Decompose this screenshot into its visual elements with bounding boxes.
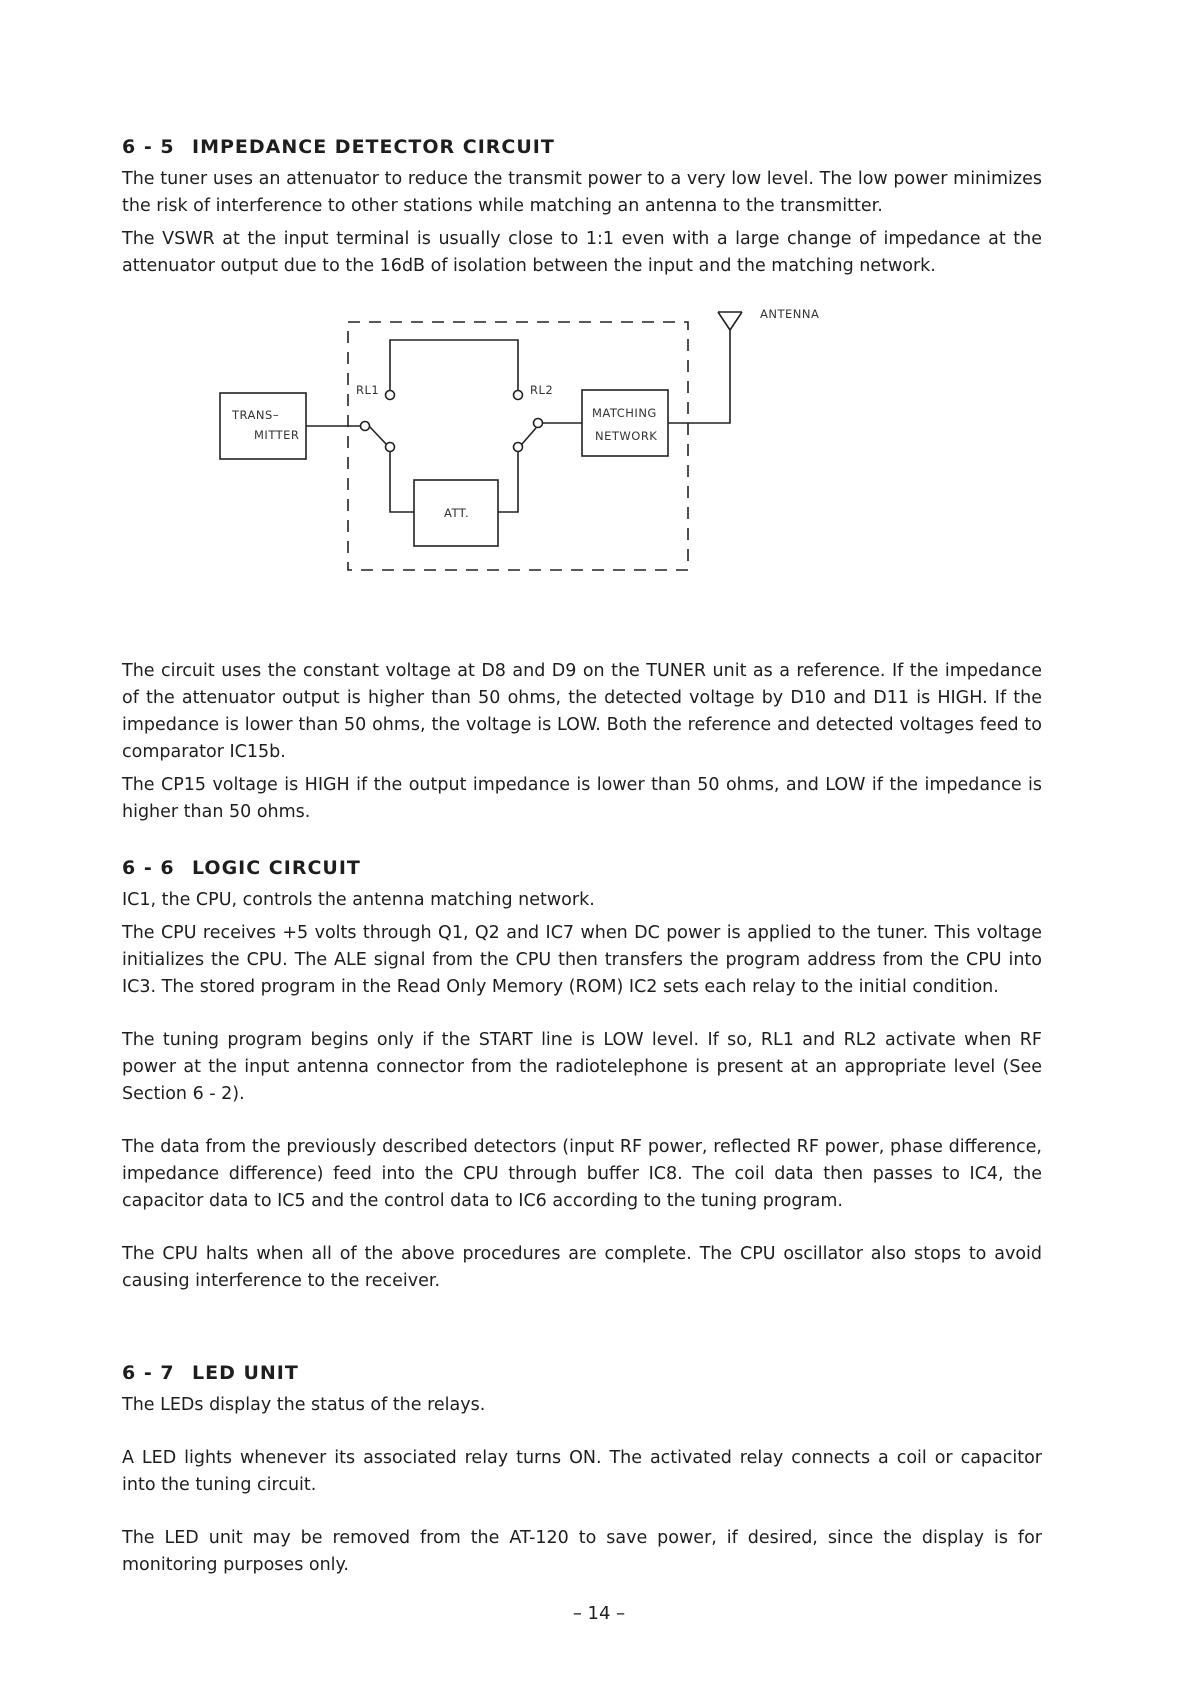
- transmitter-box: [220, 393, 306, 459]
- section-number: 6 - 5: [122, 136, 175, 158]
- paragraph: The CPU halts when all of the above procedures are complete. The CPU oscillator also stops to avoid causing interference to the receiver.: [122, 1244, 1042, 1291]
- transmitter-label-1: TRANS–: [232, 408, 280, 422]
- rl2-upper-contact: [514, 391, 523, 400]
- paragraph: IC1, the CPU, controls the antenna matching network.: [122, 890, 595, 910]
- matching-network-box: [582, 390, 668, 456]
- section-title: IMPEDANCE DETECTOR CIRCUIT: [192, 136, 555, 158]
- paragraph: The circuit uses the constant voltage at D8 and D9 on the TUNER unit as a reference. If the impedance of the attenuator output is higher than 50 ohms, the detected voltage by D10 and D11 is HIGH. If the impedance is lower than 50 ohms, the voltage is LOW. Both the reference and detected voltages feed to comparator IC15b.: [122, 661, 1042, 762]
- section-impedance-detector: [122, 136, 1042, 286]
- section-number: 6 - 7: [122, 1362, 175, 1384]
- paragraph: The tuner uses an attenuator to reduce the transmit power to a very low level. The low power minimizes the risk of interference to other stations while matching an antenna to the transmitter.: [122, 169, 1042, 216]
- paragraph: The LEDs display the status of the relays.: [122, 1395, 486, 1415]
- paragraph: The VSWR at the input terminal is usually close to 1:1 even with a large change of impedance at the attenuator output due to the 16dB of isolation between the input and the matching network.: [122, 229, 1042, 276]
- antenna-feed-line: [668, 330, 730, 423]
- bypass-line: [390, 340, 518, 390]
- section-impedance-detector-cont: [122, 658, 1042, 832]
- paragraph: The CP15 voltage is HIGH if the output impedance is lower than 50 ohms, and LOW if the impedance is higher than 50 ohms.: [122, 775, 1042, 822]
- section-led-unit: [122, 1362, 1042, 1585]
- rl2-label: RL2: [530, 383, 554, 397]
- att-rl2-line: [498, 451, 518, 512]
- paragraph: The tuning program begins only if the START line is LOW level. If so, RL1 and RL2 activate when RF power at the input antenna connector from the radiotelephone is present at an appropriate level (See Section 6 - 2).: [122, 1030, 1042, 1104]
- page-number: – 14 –: [572, 1603, 626, 1624]
- rl2-common-contact: [534, 419, 543, 428]
- paragraph: The LED unit may be removed from the AT-120 to save power, if desired, since the display is for monitoring purposes only.: [122, 1528, 1042, 1575]
- paragraph: A LED lights whenever its associated relay turns ON. The activated relay connects a coil or capacitor into the tuning circuit.: [122, 1448, 1042, 1495]
- rl1-common-contact: [361, 422, 370, 431]
- section-title: LED UNIT: [192, 1362, 299, 1384]
- transmitter-label-2: MITTER: [254, 428, 300, 442]
- rl1-upper-contact: [386, 391, 395, 400]
- antenna-symbol: [718, 312, 742, 330]
- antenna-label: ANTENNA: [760, 307, 820, 321]
- rl2-switch-arm: [522, 428, 536, 444]
- block-diagram: [220, 307, 920, 628]
- paragraph: The data from the previously described detectors (input RF power, reflected RF power, phase difference, impedance difference) feed into the CPU through buffer IC8. The coil data then passes to IC4, the capacitor data to IC5 and the control data to IC6 according to the tuning program.: [122, 1137, 1042, 1211]
- rl2-lower-contact: [514, 443, 523, 452]
- circuit-diagram-svg: [220, 307, 920, 628]
- rl1-att-line: [390, 451, 414, 512]
- matching-label-2: NETWORK: [595, 429, 658, 443]
- paragraph: The CPU receives +5 volts through Q1, Q2 and IC7 when DC power is applied to the tuner. This voltage initializes the CPU. The ALE signal from the CPU then transfers the program address from the CPU into IC3. The stored program in the Read Only Memory (ROM) IC2 sets each relay to the initial condition.: [122, 923, 1042, 997]
- att-label: ATT.: [444, 506, 470, 520]
- section-heading: [122, 1362, 1042, 1384]
- section-number: 6 - 6: [122, 857, 175, 879]
- section-logic-circuit: [122, 857, 1042, 1301]
- section-title: LOGIC CIRCUIT: [192, 857, 361, 879]
- rl1-lower-contact: [386, 443, 395, 452]
- rl1-switch-arm: [369, 426, 386, 444]
- section-heading: [122, 136, 1042, 158]
- rl1-label: RL1: [356, 383, 380, 397]
- matching-label-1: MATCHING: [592, 406, 657, 420]
- section-heading: [122, 857, 1042, 879]
